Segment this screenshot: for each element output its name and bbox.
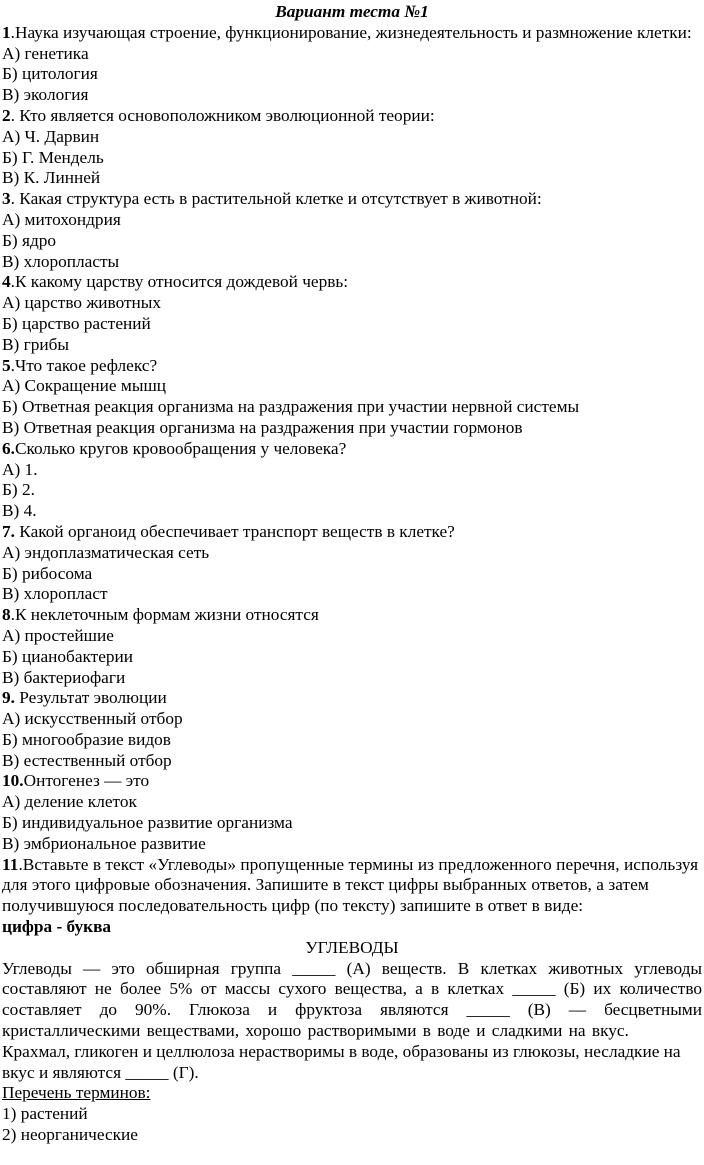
answer-option: В) хлоропласты — [2, 251, 120, 271]
question-number: 10. — [2, 771, 24, 791]
answer-option: А) 1. — [2, 459, 38, 479]
answer-option: В) бактериофаги — [2, 667, 126, 687]
answer-option: Б) цианобактерии — [2, 646, 134, 666]
answer-option: Б) рибосома — [2, 563, 93, 583]
terms-heading: Перечень терминов: — [2, 1083, 151, 1103]
question-8 — [2, 605, 702, 688]
term-item: 1) растений — [2, 1104, 88, 1124]
answer-option: Б) Г. Мендель — [2, 147, 104, 167]
question-text: . Какая структура есть в растительной клетке и отсутствует в животной: — [10, 189, 542, 209]
question-stem — [2, 688, 702, 709]
question-stem — [2, 23, 702, 44]
answer-option: Б) цитология — [2, 64, 98, 84]
answer-option: А) Ч. Дарвин — [2, 126, 100, 146]
answer-option: Б) царство растений — [2, 313, 151, 333]
question-stem — [2, 771, 702, 792]
question-3 — [2, 189, 702, 272]
question-text: .К неклеточным формам жизни относятся — [10, 605, 319, 625]
question-stem — [2, 106, 702, 127]
question-number: 5 — [2, 355, 11, 375]
question-number: 2 — [2, 105, 11, 125]
answer-option: В) эмбриональное развитие — [2, 833, 206, 853]
question-2 — [2, 106, 702, 189]
task-11-number: 11 — [2, 854, 19, 874]
question-4 — [2, 272, 702, 355]
passage-paragraph-2: Крахмал, гликоген и целлюлоза нерастворимы в воде, образованы из глюкозы, несладкие на вкус и являются _____ (Г). — [2, 1041, 681, 1082]
question-6 — [2, 439, 702, 522]
passage-title: УГЛЕВОДЫ — [305, 937, 399, 957]
answer-option: Б) ядро — [2, 230, 57, 250]
answer-option: В) экология — [2, 85, 89, 105]
question-text: .Что такое рефлекс? — [10, 355, 158, 375]
question-number: 7. — [2, 521, 15, 541]
answer-option: А) деление клеток — [2, 792, 137, 812]
question-stem — [2, 605, 702, 626]
question-stem — [2, 189, 702, 210]
question-5 — [2, 356, 702, 439]
task-11 — [2, 855, 702, 1146]
question-number: 8 — [2, 605, 11, 625]
question-number: 3 — [2, 189, 11, 209]
question-text: Сколько кругов кровообращения у человека? — [14, 438, 347, 458]
answer-option: В) К. Линней — [2, 168, 101, 188]
question-text: .К какому царству относится дождевой червь: — [10, 272, 349, 292]
question-stem — [2, 272, 702, 293]
question-number: 6. — [2, 438, 15, 458]
question-number: 1 — [2, 22, 11, 42]
question-number: 9. — [2, 688, 15, 708]
answer-option: Б) 2. — [2, 480, 35, 500]
question-1 — [2, 23, 702, 106]
term-item: 2) неорганические — [2, 1125, 138, 1145]
answer-option: А) простейшие — [2, 625, 114, 645]
answer-option: А) Сокращение мышц — [2, 376, 166, 396]
question-text: .Наука изучающая строение, функционирование, жизнедеятельность и размножение клетки: — [10, 22, 692, 42]
question-text: Какой органоид обеспечивает транспорт веществ в клетке? — [14, 521, 455, 541]
answer-option: Б) индивидуальное развитие организма — [2, 813, 293, 833]
answer-option: Б) многообразие видов — [2, 729, 171, 749]
question-9 — [2, 688, 702, 771]
question-stem — [2, 522, 702, 543]
answer-option: А) царство животных — [2, 293, 162, 313]
question-number: 4 — [2, 272, 11, 292]
answer-option: А) искусственный отбор — [2, 709, 183, 729]
question-text: . Кто является основоположником эволюционной теории: — [10, 105, 435, 125]
question-list — [2, 23, 702, 855]
answer-option: А) митохондрия — [2, 209, 121, 229]
answer-option: В) хлоропласт — [2, 584, 108, 604]
answer-option: В) Ответная реакция организма на раздражения при участии гормонов — [2, 417, 523, 437]
question-10 — [2, 771, 702, 854]
task-11-instruction: .Вставьте в текст «Углеводы» пропущенные термины из предложенного перечня, используя для этого цифровые обозначения. Запишите в текст цифры выбранных ответов, а затем получившуюся последовательность цифр (по тексту) запишите в ответ в виде: — [2, 854, 699, 916]
task-11-text — [2, 855, 702, 917]
question-text: Онтогенез — это — [23, 771, 150, 791]
answer-option: А) эндоплазматическая сеть — [2, 542, 210, 562]
answer-option: А) генетика — [2, 43, 89, 63]
question-stem — [2, 356, 702, 377]
answer-format: цифра - буква — [2, 917, 112, 937]
answer-option: Б) Ответная реакция организма на раздражения при участии нервной системы — [2, 397, 580, 417]
answer-option: В) естественный отбор — [2, 750, 172, 770]
passage-paragraph-1: Углеводы — это обширная группа _____ (А) веществ. В клетках животных углеводы составляют не более 5% от массы сухого вещества, а в клетках _____ (Б) их количество составляет до 90%. Глюкоза и фруктоза являются _____ (В) — бесцветными кристаллическими веществами, хорошо растворимыми в воде и сладкими на вкус. — [2, 958, 702, 1041]
question-stem — [2, 439, 702, 460]
answer-option: В) 4. — [2, 501, 37, 521]
test-title: Вариант теста №1 — [275, 2, 429, 21]
question-text: Результат эволюции — [14, 688, 167, 708]
answer-option: В) грибы — [2, 334, 69, 354]
question-7 — [2, 522, 702, 605]
